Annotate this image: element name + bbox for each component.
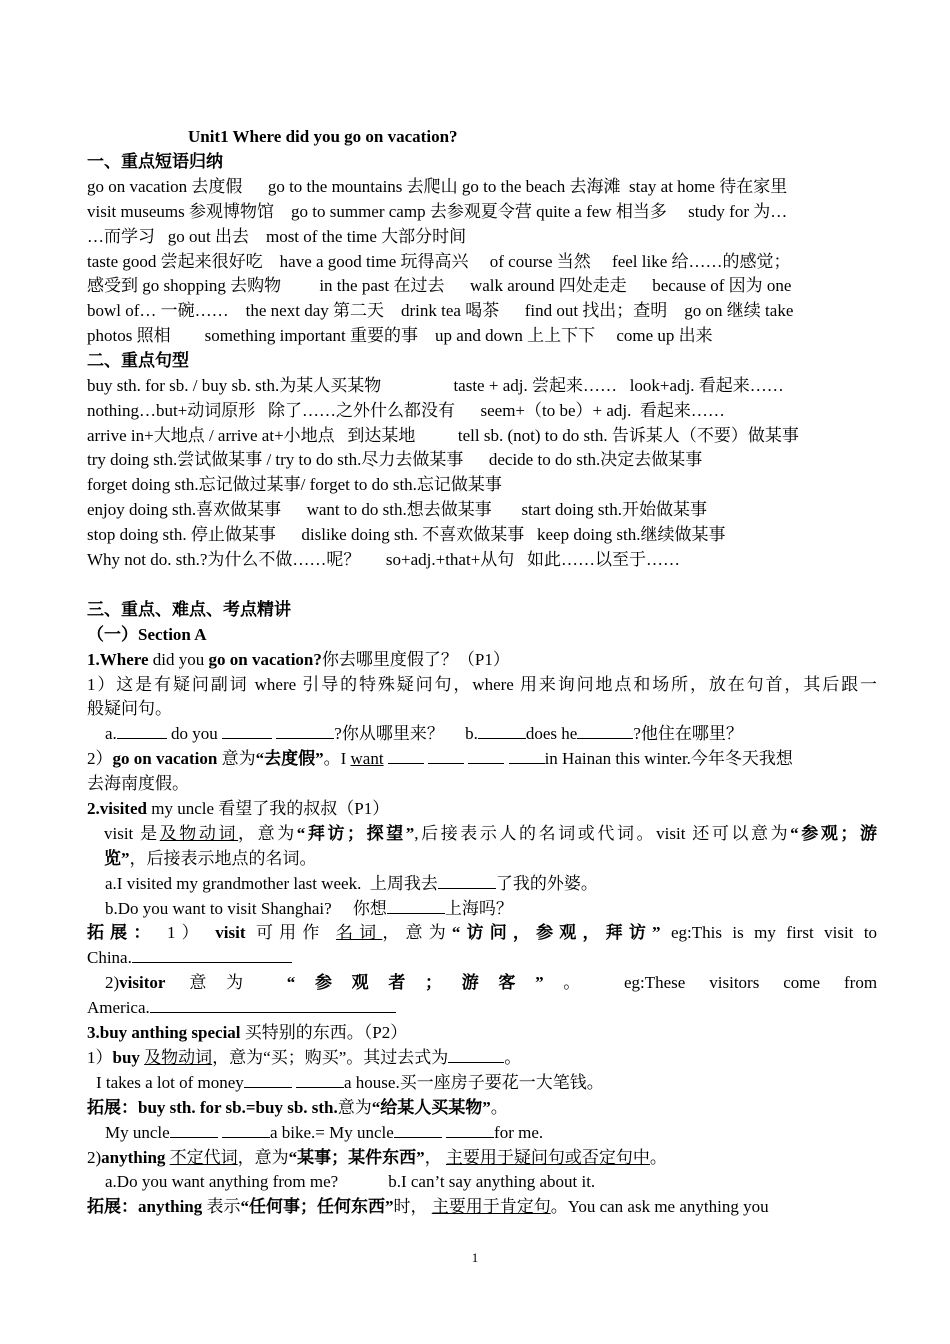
keyword: 拓展：anything [87, 1197, 203, 1216]
text: 表示 [202, 1197, 241, 1216]
point-3-last-extension [87, 1195, 877, 1219]
section-heading-phrases [87, 150, 877, 174]
underlined-term: 及物动词 [159, 824, 239, 843]
meaning: “访问，参观，拜访” [451, 923, 661, 942]
section-heading-text: 一、重点短语归纳 [87, 152, 223, 171]
phrase-line: …而学习 go out 出去 most of the time 大部分时间 [87, 227, 467, 246]
document-title: Unit1 Where did you go on vacation? [188, 127, 458, 146]
keyword: Where [99, 650, 149, 669]
keyword: visit [215, 923, 246, 942]
meaning: “拜访；探望” [296, 824, 415, 843]
pattern-line: arrive in+大地点 / arrive at+小地点 到达某地 tell sb. (not) to do sth. 告诉某人（不要）做某事 [87, 426, 799, 445]
phrase-line: photos 照相 something important 重要的事 up and down 上上下下 come up 出来 [87, 326, 713, 345]
point-3-note-2 [87, 1146, 877, 1170]
text: does he [525, 724, 578, 743]
point-3-example [87, 1071, 886, 1095]
text: 时， [393, 1197, 428, 1216]
keyword: 3.buy anthing special [87, 1023, 241, 1042]
text: I takes a lot of money [96, 1073, 244, 1092]
text: ，意为 [382, 923, 452, 942]
pattern-line: buy sth. for sb. / buy sb. sth.为某人买某物 taste + adj. 尝起来…… look+adj. 看起来…… [87, 376, 784, 395]
text: ， [424, 1148, 442, 1167]
answer-blank[interactable] [117, 723, 167, 739]
answer-blank[interactable] [446, 1122, 494, 1138]
answer-blank[interactable] [509, 748, 545, 764]
pattern-line: try doing sth.尝试做某事 / try to do sth.尽力去做某事 decide to do sth.决定去做某事 [87, 450, 703, 469]
text: eg:These visitors come from [623, 973, 878, 992]
underlined-term: 名词 [335, 923, 383, 942]
text: 1） [87, 1048, 113, 1067]
point-2-extension-2 [87, 971, 877, 995]
page-number: 1 [471, 1250, 479, 1265]
answer-blank[interactable] [448, 1047, 504, 1063]
text: ?他住在哪里？ [633, 724, 743, 743]
answer-blank[interactable] [170, 1122, 218, 1138]
point-3-note-1 [87, 1046, 877, 1070]
text: My uncle [105, 1123, 170, 1142]
point-1-note-2-cont: 去海南度假。 [87, 774, 189, 793]
answer-blank[interactable] [244, 1072, 292, 1088]
text: 你去哪里度假了？（P1） [321, 650, 510, 669]
text: a.I visited my grandmother last week. 上周我去 [105, 874, 438, 893]
answer-blank[interactable] [388, 748, 424, 764]
answer-blank[interactable] [276, 723, 334, 739]
subsection-heading-text: （一）Section A [87, 625, 207, 644]
text: 。 [490, 1098, 508, 1117]
point-1-note-2 [87, 747, 877, 771]
underlined-term: 主要用于肯定句 [431, 1197, 551, 1216]
point-number: 1. [87, 650, 100, 669]
text: b.Do you want to visit Shanghai? 你想 [105, 899, 387, 918]
phrase-line: bowl of… 一碗…… the next day 第二天 drink tea 喝茶 find out 找出；查明 go on 继续 take [87, 301, 794, 320]
keyword: go on vacation [112, 749, 218, 768]
phrase-line: go on vacation 去度假 go to the mountains 去爬山 go to the beach 去海滩 stay at home 待在家里 [87, 177, 788, 196]
text: ,后接表示人的名词或代词。visit 还可以意为 [414, 824, 791, 843]
text: 2） [87, 749, 113, 768]
point-2-extension-1-cont [87, 946, 877, 970]
pattern-line: Why not do. sth.?为什么不做……呢？ so+adj.+that+从句 如此……以至于…… [87, 550, 681, 569]
text: for me. [494, 1123, 544, 1142]
text: do you [166, 724, 223, 743]
text: in Hainan this winter.今年冬天我想 [544, 749, 793, 768]
point-1-explanation-cont: 般疑问句。 [87, 699, 172, 718]
text: 。You can ask me anything you [550, 1197, 769, 1216]
section-heading-patterns [87, 349, 877, 373]
underlined-word: want [350, 749, 384, 768]
text: my uncle 看望了我的叔叔（P1） [146, 799, 390, 818]
meaning: 览” [104, 849, 130, 868]
meaning: “某事；某件东西” [288, 1148, 425, 1167]
point-3-note-2-examples [87, 1170, 895, 1194]
text: 。 [543, 973, 600, 992]
pattern-line: nothing…but+动词原形 除了……之外什么都没有 seem+（to be）+ adj. 看起来…… [87, 401, 725, 420]
text: 。I [323, 749, 351, 768]
section-heading-text: 三、重点、难点、考点精讲 [87, 600, 291, 619]
text: ，意为 [238, 824, 297, 843]
answer-blank[interactable] [478, 723, 526, 739]
text: 2) [87, 1148, 102, 1167]
keyword: 拓展：buy sth. for sb.=buy sb. sth. [87, 1098, 338, 1117]
point-1-explanation: 1）这是有疑问副词 where 引导的特殊疑问句，where 用来询问地点和场所，放在句首，其后跟一 [87, 675, 877, 694]
answer-blank[interactable] [394, 1122, 442, 1138]
meaning: “参观；游 [790, 824, 878, 843]
answer-blank[interactable] [468, 748, 504, 764]
text: 意为 [217, 749, 256, 768]
point-3-extension-example [87, 1121, 895, 1145]
text: 买特别的东西。（P2） [240, 1023, 408, 1042]
answer-blank[interactable] [222, 723, 272, 739]
keyword: go on vacation? [208, 650, 322, 669]
underlined-term: 不定代词 [169, 1148, 238, 1167]
answer-blank[interactable] [132, 947, 292, 963]
example-a: a.Do you want anything from me? [105, 1172, 339, 1191]
text: a bike.= My uncle [269, 1123, 394, 1142]
point-1-exercise [87, 722, 877, 746]
keyword: 2.visited [87, 799, 147, 818]
text: visit 是 [104, 824, 160, 843]
label: 拓展： [87, 923, 157, 942]
text: 。 [649, 1148, 667, 1167]
point-2-heading [87, 797, 877, 821]
point-2-definition-cont [87, 847, 894, 871]
text: 意为 [337, 1098, 372, 1117]
text: ，后接表示地点的名词。 [129, 849, 317, 868]
answer-blank[interactable] [577, 723, 633, 739]
answer-blank[interactable] [428, 748, 464, 764]
text: 可用作 [255, 923, 326, 942]
pattern-line: enjoy doing sth.喜欢做某事 want to do sth.想去做某事 start doing sth.开始做某事 [87, 500, 708, 519]
text: ，意为 [237, 1148, 289, 1167]
text: ，意为“买；购买”。其过去式为 [212, 1048, 449, 1067]
subsection-heading [87, 623, 877, 647]
phrase-line: visit museums 参观博物馆 go to summer camp 去参观夏令营 quite a few 相当多 study for 为… [87, 202, 788, 221]
point-2-example-a [87, 872, 895, 896]
point-2-definition [87, 822, 877, 846]
text: 意为 [189, 973, 263, 992]
section-heading-text: 二、重点句型 [87, 351, 189, 370]
point-1-heading [87, 648, 877, 672]
underlined-term: 及物动词 [144, 1048, 213, 1067]
text: 。 [504, 1048, 522, 1067]
answer-blank[interactable] [222, 1122, 270, 1138]
text: ?你从哪里来？ b. [334, 724, 478, 743]
phrase-line: taste good 尝起来很好吃 have a good time 玩得高兴 of course 当然 feel like 给……的感觉； [87, 252, 791, 271]
keyword: visitor [119, 973, 166, 992]
example-b: b.I can’t say anything about it. [388, 1172, 596, 1191]
text: a house.买一座房子要花一大笔钱。 [344, 1073, 604, 1092]
text: did you [148, 650, 209, 669]
phrase-line: 感受到 go shopping 去购物 in the past 在过去 walk around 四处走走 because of 因为 one [87, 276, 792, 295]
text: a. [105, 724, 117, 743]
answer-blank[interactable] [296, 1072, 344, 1088]
pattern-line: stop doing sth. 停止做某事 dislike doing sth. 不喜欢做某事 keep doing sth.继续做某事 [87, 525, 726, 544]
text: eg:This is my first visit to [670, 923, 878, 942]
underlined-term: 主要用于疑问句或否定句中 [445, 1148, 650, 1167]
section-heading-key-points [87, 598, 877, 622]
point-2-example-b [87, 897, 895, 921]
meaning: “任何事；任何东西” [240, 1197, 394, 1216]
point-3-extension [87, 1096, 877, 1120]
meaning: “参观者；游客” [286, 973, 544, 992]
meaning: “去度假” [255, 749, 324, 768]
point-2-extension-1 [87, 921, 877, 945]
text: 上海吗？ [444, 899, 513, 918]
answer-blank[interactable] [150, 997, 396, 1013]
text: 1） [166, 923, 205, 942]
meaning: “给某人买某物” [371, 1098, 491, 1117]
point-2-extension-2-cont [87, 996, 877, 1020]
text: China. [87, 948, 132, 967]
text: America. [87, 998, 150, 1017]
text: 了我的外婆。 [495, 874, 598, 893]
text: 2) [105, 973, 120, 992]
keyword: anything [101, 1148, 166, 1167]
answer-blank[interactable] [438, 873, 496, 889]
keyword: buy [112, 1048, 140, 1067]
point-3-heading [87, 1021, 877, 1045]
pattern-line: forget doing sth.忘记做过某事/ forget to do sth.忘记做某事 [87, 475, 502, 494]
answer-blank[interactable] [387, 898, 445, 914]
